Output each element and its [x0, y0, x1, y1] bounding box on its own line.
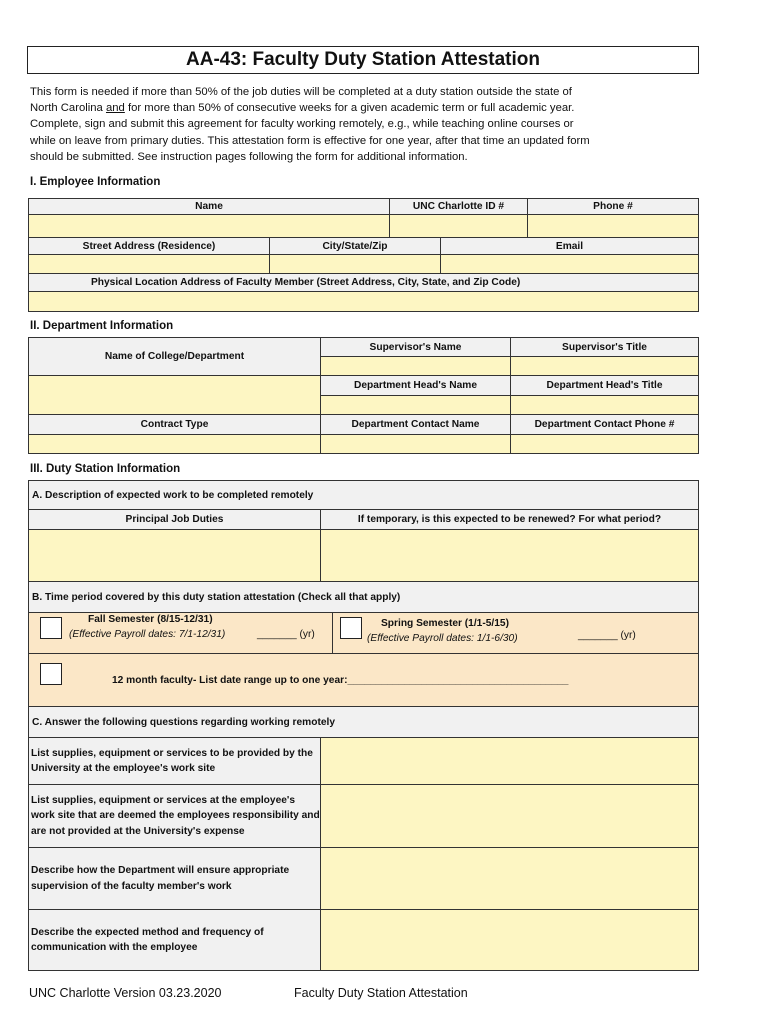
- city-header: City/State/Zip: [269, 237, 441, 255]
- fall-semester-checkbox[interactable]: [40, 617, 62, 639]
- section-duty-heading: III. Duty Station Information: [30, 463, 181, 475]
- spring-year-field[interactable]: _______ (yr): [578, 630, 636, 641]
- footer-version: UNC Charlotte Version 03.23.2020: [29, 986, 222, 1000]
- spring-semester-text: [381, 618, 509, 629]
- answer-communication[interactable]: [320, 909, 699, 971]
- intro-line-2: North Carolina and for more than 50% of consecutive weeks for a given academic term or full academic year.: [30, 102, 575, 115]
- supervisor-name-header: Supervisor's Name: [320, 337, 511, 357]
- supervisor-title-header: Supervisor's Title: [510, 337, 699, 357]
- section-a-label: A. Description of expected work to be completed remotely: [28, 480, 699, 510]
- college-field[interactable]: [28, 375, 321, 415]
- contract-field[interactable]: [28, 434, 321, 454]
- phone-header: Phone #: [527, 198, 699, 215]
- physical-location-field[interactable]: [28, 291, 699, 312]
- street-field[interactable]: [28, 254, 270, 274]
- intro-line-5: should be submitted. See instruction pages following the form for additional information.: [30, 150, 468, 163]
- college-header: Name of College/Department: [28, 337, 321, 376]
- section-b-label: B. Time period covered by this duty station attestation (Check all that apply): [28, 581, 699, 613]
- duties-field[interactable]: [28, 529, 321, 582]
- fall-payroll-dates: (Effective Payroll dates: 7/1-12/31): [69, 629, 226, 640]
- contract-header: Contract Type: [28, 414, 321, 435]
- spring-semester-checkbox[interactable]: [340, 617, 362, 639]
- section-employee-heading: I. Employee Information: [30, 176, 161, 188]
- id-header: UNC Charlotte ID #: [389, 198, 528, 215]
- fall-year-field[interactable]: _______ (yr): [257, 629, 315, 640]
- footer-form-name: Faculty Duty Station Attestation: [294, 986, 468, 1000]
- email-field[interactable]: [440, 254, 699, 274]
- email-header: Email: [440, 237, 699, 255]
- head-title-header: Department Head's Title: [510, 375, 699, 396]
- contact-phone-header: Department Contact Phone #: [510, 414, 699, 435]
- spring-payroll-dates: (Effective Payroll dates: 1/1-6/30): [367, 633, 518, 644]
- question-supplies-employee: List supplies, equipment or services at the employee's work site that are deemed the employees responsibility and are not provided at the University's expense: [28, 784, 321, 848]
- intro-line-1: This form is needed if more than 50% of the job duties will be completed at a duty station outside the state of: [30, 86, 572, 98]
- head-name-field[interactable]: [320, 395, 511, 415]
- renewed-field[interactable]: [320, 529, 699, 582]
- answer-supervision[interactable]: [320, 847, 699, 910]
- fall-semester-text: [88, 614, 213, 625]
- question-communication: Describe the expected method and frequency of communication with the employee: [28, 909, 321, 971]
- contact-name-header: Department Contact Name: [320, 414, 511, 435]
- supervisor-title-field[interactable]: [510, 356, 699, 376]
- contact-phone-field[interactable]: [510, 434, 699, 454]
- twelve-month-checkbox[interactable]: [40, 663, 62, 685]
- fall-semester-title: Fall Semester (8/15-12/31): [88, 614, 213, 625]
- question-supervision: Describe how the Department will ensure appropriate supervision of the faculty member's work: [28, 847, 321, 910]
- form-title: AA-43: Faculty Duty Station Attestation: [27, 46, 699, 74]
- intro-line-3: Complete, sign and submit this agreement for faculty working remotely, e.g., while teaching online courses or: [30, 118, 574, 131]
- name-header: Name: [28, 198, 390, 215]
- phone-field[interactable]: [527, 214, 699, 238]
- street-header: Street Address (Residence): [28, 237, 270, 255]
- answer-supplies-employee[interactable]: [320, 784, 699, 848]
- supervisor-name-field[interactable]: [320, 356, 511, 376]
- name-field[interactable]: [28, 214, 390, 238]
- physical-location-header: Physical Location Address of Faculty Member (Street Address, City, State, and Zip Code): [28, 273, 699, 292]
- contact-name-field[interactable]: [320, 434, 511, 454]
- renewed-header: If temporary, is this expected to be renewed? For what period?: [320, 509, 699, 530]
- intro-line-4: while on leave from primary duties. This attestation form is effective for one year, after that time an updated form: [30, 134, 590, 147]
- duties-header: Principal Job Duties: [28, 509, 321, 530]
- fall-payroll-text: [69, 629, 225, 640]
- id-field[interactable]: [389, 214, 528, 238]
- spring-semester-title: Spring Semester (1/1-5/15): [381, 618, 509, 629]
- question-supplies-provided: List supplies, equipment or services to be provided by the University at the employee's work site: [28, 737, 321, 785]
- section-department-heading: II. Department Information: [30, 320, 174, 332]
- spring-payroll-text: [367, 633, 518, 644]
- twelve-month-label[interactable]: 12 month faculty- List date range up to one year:_______________________________________: [112, 675, 569, 686]
- section-c-label: C. Answer the following questions regarding working remotely: [28, 706, 699, 738]
- head-title-field[interactable]: [510, 395, 699, 415]
- intro-paragraph: [30, 84, 690, 165]
- head-name-header: Department Head's Name: [320, 375, 511, 396]
- answer-supplies-provided[interactable]: [320, 737, 699, 785]
- city-field[interactable]: [269, 254, 441, 274]
